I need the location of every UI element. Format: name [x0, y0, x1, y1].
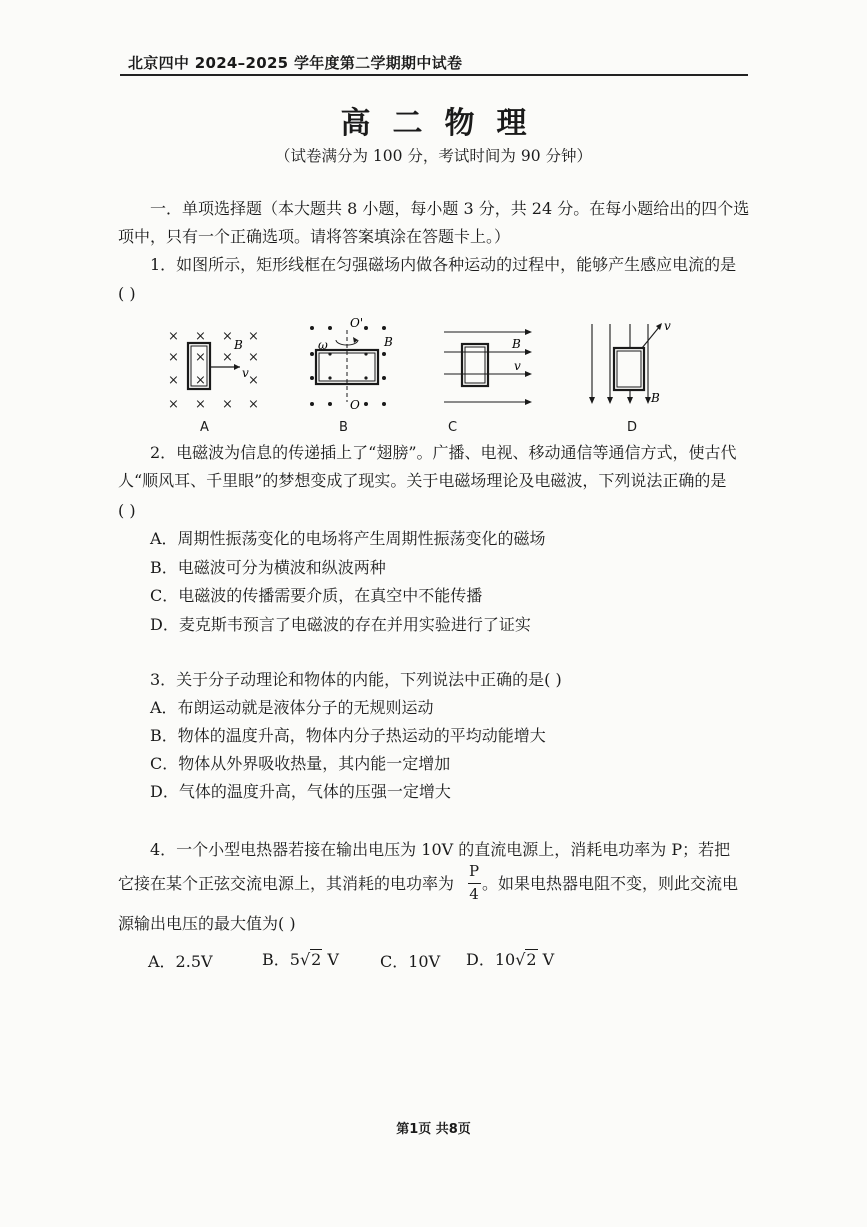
- svg-text:×: ×: [222, 397, 233, 412]
- q1-figure-c-label: C: [448, 420, 458, 435]
- axis-o-prime-label: O': [350, 316, 364, 330]
- q2-stem-line2: 人“顺风耳、千里眼”的梦想变成了现实。关于电磁场理论及电磁波，下列说法正确的是: [118, 471, 727, 490]
- q2-option-c: C．电磁波的传播需要介质，在真空中不能传播: [150, 586, 483, 605]
- svg-text:×: ×: [195, 350, 206, 365]
- q4-option-b: B．5√2 V: [262, 950, 339, 969]
- q4-option-a: A．2.5V: [148, 952, 213, 971]
- svg-text:×: ×: [168, 373, 179, 388]
- svg-text:×: ×: [168, 397, 179, 412]
- svg-text:×: ×: [168, 350, 179, 365]
- sqrt-symbol: √2: [299, 950, 322, 969]
- svg-text:×: ×: [222, 329, 233, 344]
- svg-text:×: ×: [248, 350, 259, 365]
- q4-stem-line2-b: 。如果电热器电阻不变，则此交流电: [482, 874, 739, 893]
- svg-text:×: ×: [248, 373, 259, 388]
- q1-stem-line1: 1．如图所示，矩形线框在匀强磁场内做各种运动的过程中，能够产生感应电流的是: [150, 255, 737, 274]
- section1-heading-line1: 一．单项选择题（本大题共 8 小题，每小题 3 分，共 24 分。在每小题给出的四个选: [150, 199, 750, 218]
- field-b-label: B: [234, 338, 243, 352]
- axis-o-label: O: [350, 398, 360, 412]
- q2-option-d: D．麦克斯韦预言了电磁波的存在并用实验进行了证实: [150, 615, 531, 634]
- q1-figure-a: [160, 322, 270, 422]
- svg-text:×: ×: [168, 329, 179, 344]
- q2-stem-line1: 2．电磁波为信息的传递插上了“翅膀”。广播、电视、移动通信等通信方式，使古代: [150, 443, 737, 462]
- q3-option-b: B．物体的温度升高，物体内分子热运动的平均动能增大: [150, 726, 546, 745]
- q2-option-a: A．周期性振荡变化的电场将产生周期性振荡变化的磁场: [150, 529, 546, 548]
- field-b-label: B: [651, 391, 660, 405]
- q4-stem-line3: 源输出电压的最大值为( ): [118, 914, 296, 933]
- q1-figure-b: [300, 316, 400, 420]
- header-school-title: 北京四中 2024–2025 学年度第二学期期中试卷: [128, 54, 463, 72]
- coil-frame: [462, 344, 488, 386]
- q1-figure-b-label: B: [339, 420, 348, 435]
- section1-heading-line2: 项中，只有一个正确选项。请将答案填涂在答题卡上。）: [118, 227, 511, 246]
- q4-stem-line1: 4．一个小型电热器若接在输出电压为 10V 的直流电源上，消耗电功率为 P；若把: [150, 840, 731, 859]
- q1-figure-d: [580, 318, 680, 418]
- page-title: 高二物理: [340, 106, 549, 141]
- q4-fraction-numerator: P: [468, 862, 480, 880]
- page-footer: 第1页 共8页: [396, 1122, 471, 1137]
- q3-stem: 3．关于分子动理论和物体的内能，下列说法中正确的是( ): [150, 670, 562, 689]
- field-b-label: B: [384, 335, 393, 349]
- q3-option-c: C．物体从外界吸收热量，其内能一定增加: [150, 754, 451, 773]
- svg-text:×: ×: [248, 397, 259, 412]
- q4-stem-line2-a: 它接在某个正弦交流电源上，其消耗的电功率为: [118, 874, 455, 893]
- page-subtitle: （试卷满分为 100 分，考试时间为 90 分钟）: [274, 147, 593, 165]
- velocity-v-label: v: [664, 319, 671, 333]
- header-rule: [120, 74, 748, 76]
- sqrt-symbol: √2: [515, 950, 537, 969]
- omega-label: ω: [318, 338, 328, 352]
- q3-option-a: A．布朗运动就是液体分子的无规则运动: [150, 698, 434, 717]
- svg-text:×: ×: [195, 397, 206, 412]
- q1-figure-d-label: D: [627, 420, 638, 435]
- velocity-arrow: [642, 326, 660, 348]
- svg-text:×: ×: [195, 329, 206, 344]
- velocity-v-label: v: [514, 359, 521, 373]
- q4-option-d: D．10√2 V: [466, 950, 555, 969]
- field-b-label: B: [512, 337, 521, 351]
- coil-frame: [614, 348, 644, 390]
- q4-option-c: C．10V: [380, 952, 441, 971]
- svg-text:×: ×: [222, 350, 233, 365]
- q3-option-d: D．气体的温度升高，气体的压强一定增大: [150, 782, 451, 801]
- q4-fraction-bar: [468, 883, 481, 884]
- q1-stem-line2: ( ): [118, 284, 136, 303]
- q2-option-b: B．电磁波可分为横波和纵波两种: [150, 558, 386, 577]
- q1-figure-a-label: A: [200, 420, 209, 435]
- svg-text:×: ×: [248, 329, 259, 344]
- q4-fraction-denominator: 4: [469, 885, 479, 903]
- q1-figure-c: [440, 322, 540, 414]
- q2-stem-line3: ( ): [118, 501, 136, 520]
- velocity-v-label: v: [242, 366, 249, 380]
- svg-text:×: ×: [195, 373, 206, 388]
